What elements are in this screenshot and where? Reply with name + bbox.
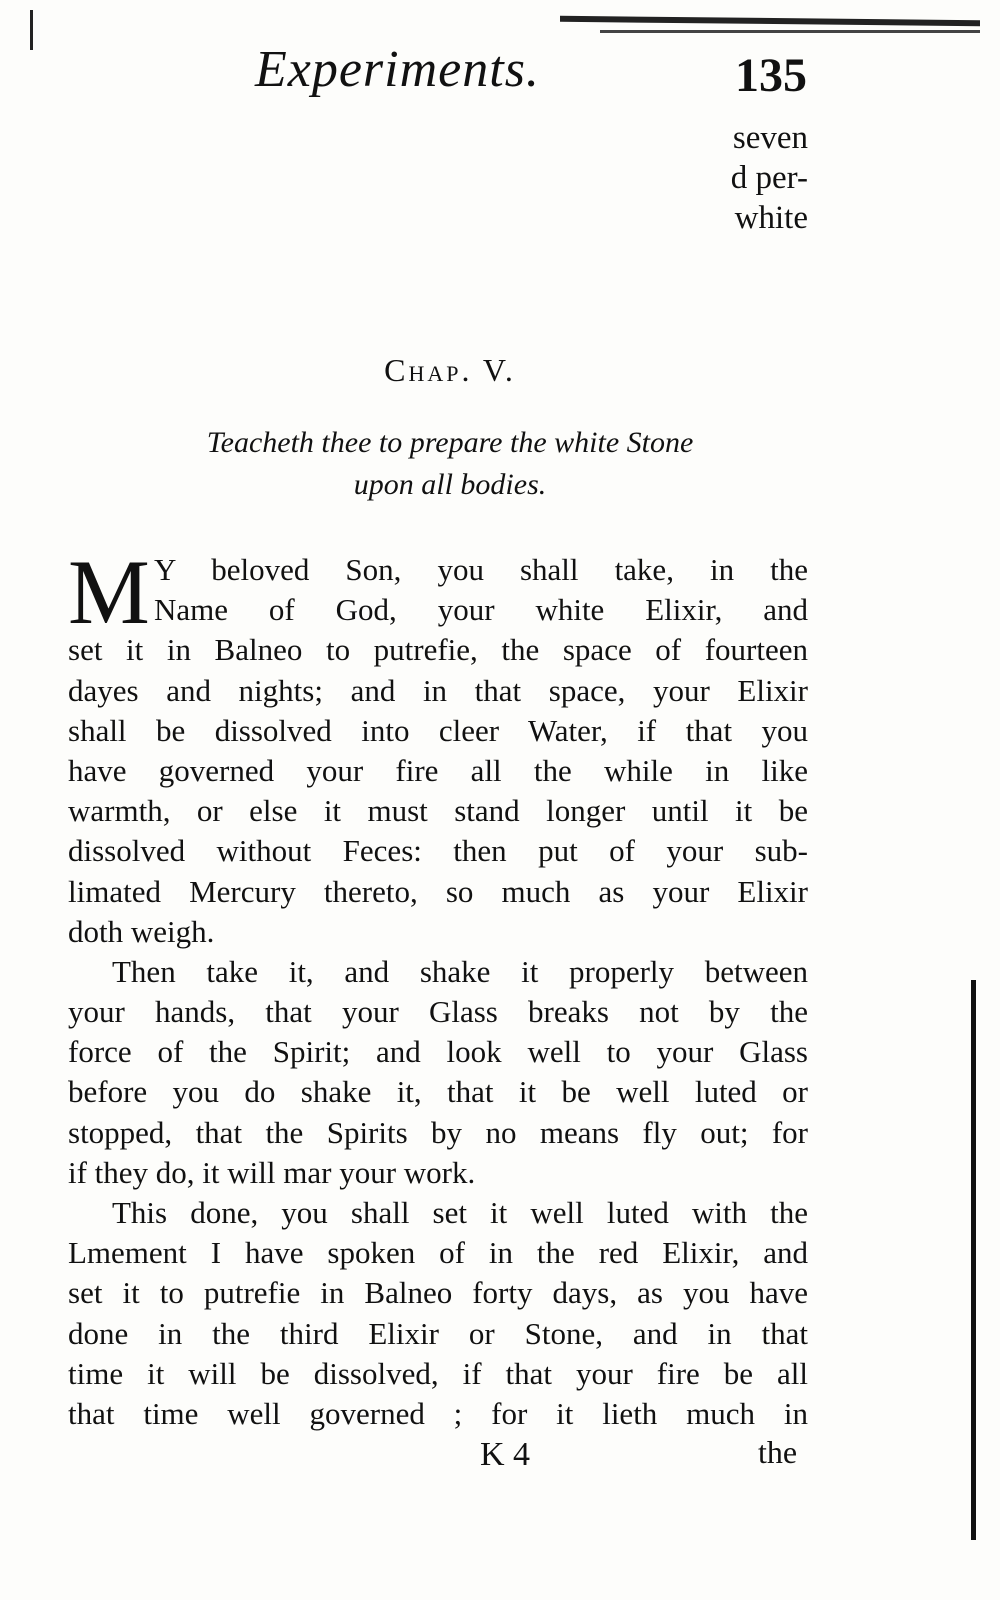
text-line: force of the Spirit; and look well to your Glass — [68, 1034, 808, 1070]
text-line: set it in Balneo to putrefie, the space of fourteen — [68, 632, 808, 668]
scan-edge-top-shadow — [600, 30, 980, 33]
text-line: Name of God, your white Elixir, and — [154, 592, 808, 628]
scan-edge-left — [30, 10, 33, 50]
text-line: time it will be dissolved, if that your fire be all — [68, 1355, 808, 1391]
text-line: before you do shake it, that it be well luted or — [68, 1074, 808, 1110]
text-line: Then take it, and shake it properly between — [112, 953, 808, 989]
chapter-summary-line: Teacheth thee to prepare the white Stone — [206, 426, 694, 459]
margin-fragment: white — [734, 200, 808, 236]
chapter-summary-line: upon all bodies. — [353, 468, 547, 501]
text-line: that time well governed ; for it lieth much in — [68, 1395, 808, 1431]
body-text — [68, 541, 808, 1434]
margin-fragment: d per- — [730, 160, 808, 196]
text-line: if they do, it will mar your work. — [68, 1154, 476, 1190]
text-line: Lmement I have spoken of in the red Elixir, and — [68, 1235, 808, 1271]
text-line: shall be dissolved into cleer Water, if that you — [68, 712, 808, 748]
text-line: doth weigh. — [68, 913, 215, 949]
scan-edge-top — [560, 16, 980, 26]
text-line: dissolved without Feces: then put of your sub- — [68, 833, 808, 869]
text-line: stopped, that the Spirits by no means fly out; for — [68, 1114, 808, 1150]
text-line: This done, you shall set it well luted with the — [112, 1195, 808, 1230]
scan-edge-right — [971, 980, 976, 1540]
text-line: warmth, or else it must stand longer until it be — [68, 793, 808, 829]
text-line: done in the third Elixir or Stone, and in that — [68, 1315, 808, 1351]
text-line: limated Mercury thereto, so much as your Elixir — [68, 873, 808, 909]
text-line: dayes and nights; and in that space, your Elixir — [68, 672, 808, 708]
text-line: your hands, that your Glass breaks not by the — [68, 994, 808, 1030]
drop-cap: M — [68, 541, 150, 643]
margin-bleedthrough — [718, 118, 808, 238]
chapter-summary — [100, 422, 800, 506]
text-line: set it to putrefie in Balneo forty days, as you have — [68, 1275, 808, 1311]
catchword: the — [758, 1434, 798, 1470]
text-line: Y beloved Son, you shall take, in the — [154, 552, 808, 587]
page-number: 135 — [735, 49, 807, 102]
text-line: have governed your fire all the while in like — [68, 752, 808, 788]
margin-fragment: seven — [732, 120, 808, 156]
running-header: Experiments. — [255, 41, 540, 98]
chapter-heading: Chap. V. — [384, 352, 516, 388]
signature-mark: K 4 — [480, 1436, 531, 1473]
